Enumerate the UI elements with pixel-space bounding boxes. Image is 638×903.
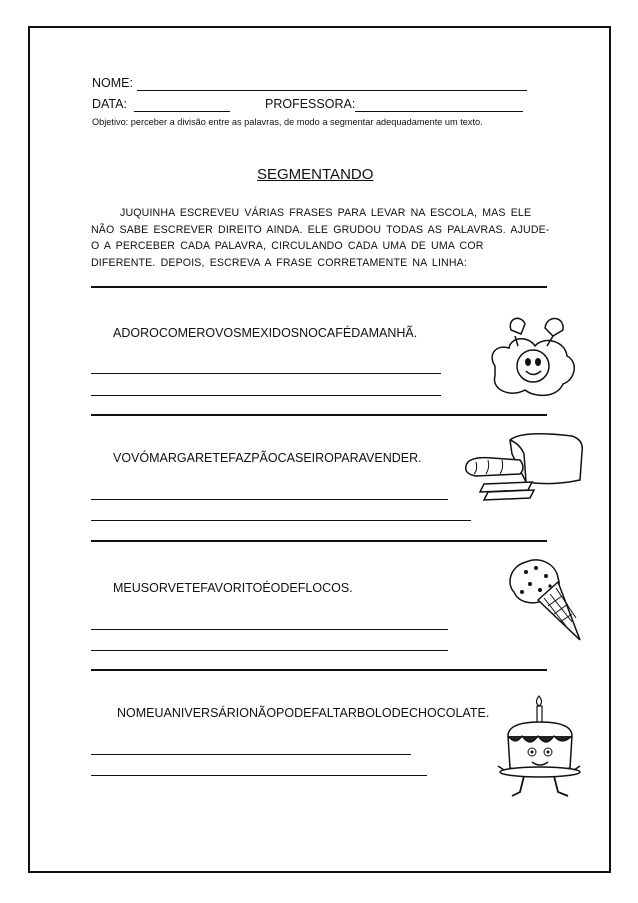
exercise-1-sentence: ADOROCOMEROVOSMEXIDOSNOCAFÉDAMANHÃ. xyxy=(113,326,418,340)
instruction-line-3: O A PERCEBER CADA PALAVRA, CIRCULANDO CADA UMA DE UMA COR xyxy=(91,240,484,252)
section-divider xyxy=(91,286,547,288)
section-divider xyxy=(91,669,547,671)
bread-illustration xyxy=(462,432,587,504)
section-divider xyxy=(91,540,547,542)
page-title: SEGMENTANDO xyxy=(257,166,374,183)
exercise-4-answer-line-1[interactable] xyxy=(91,754,411,755)
exercise-3-sentence: MEUSORVETEFAVORITOÉODEFLOCOS. xyxy=(113,581,353,595)
exercise-1-answer-line-2[interactable] xyxy=(91,395,441,396)
date-field xyxy=(92,97,127,111)
exercise-3-answer-line-1[interactable] xyxy=(91,629,448,630)
exercise-3-answer-line-2[interactable] xyxy=(91,650,448,651)
exercise-1-answer-line-1[interactable] xyxy=(91,373,441,374)
birthday-cake-illustration xyxy=(494,692,586,804)
name-blank[interactable] xyxy=(137,90,527,91)
exercise-2-answer-line-1[interactable] xyxy=(91,499,448,500)
objective-text: Objetivo: perceber a divisão entre as palavras, de modo a segmentar adequadamente um texto. xyxy=(92,117,483,127)
instruction-line-1: JUQUINHA ESCREVEU VÁRIAS FRASES PARA LEVAR NA ESCOLA, MAS ELE xyxy=(120,207,532,219)
section-divider xyxy=(91,414,547,416)
name-field xyxy=(92,76,133,90)
date-blank[interactable] xyxy=(134,111,230,112)
exercise-4-answer-line-2[interactable] xyxy=(91,775,427,776)
teacher-blank[interactable] xyxy=(355,111,523,112)
fried-egg-illustration xyxy=(485,306,580,401)
date-label: DATA: xyxy=(92,97,127,111)
teacher-label: PROFESSORA: xyxy=(265,97,356,111)
exercise-2-answer-line-2[interactable] xyxy=(91,520,471,521)
teacher-field xyxy=(265,97,355,111)
name-label: NOME: xyxy=(92,76,133,90)
exercise-4-sentence: NOMEUANIVERSÁRIONÃOPODEFALTARBOLODECHOCOLATE. xyxy=(117,706,490,720)
instruction-line-2: NÃO SABE ESCREVER DIREITO AINDA. ELE GRUDOU TODAS AS PALAVRAS. AJUDE- xyxy=(91,224,550,236)
ice-cream-cone-illustration xyxy=(504,556,586,646)
instruction-line-4: DIFERENTE. DEPOIS, ESCREVA A FRASE CORRETAMENTE NA LINHA: xyxy=(91,257,467,269)
exercise-2-sentence: VOVÓMARGARETEFAZPÃOCASEIROPARAVENDER. xyxy=(113,451,422,465)
